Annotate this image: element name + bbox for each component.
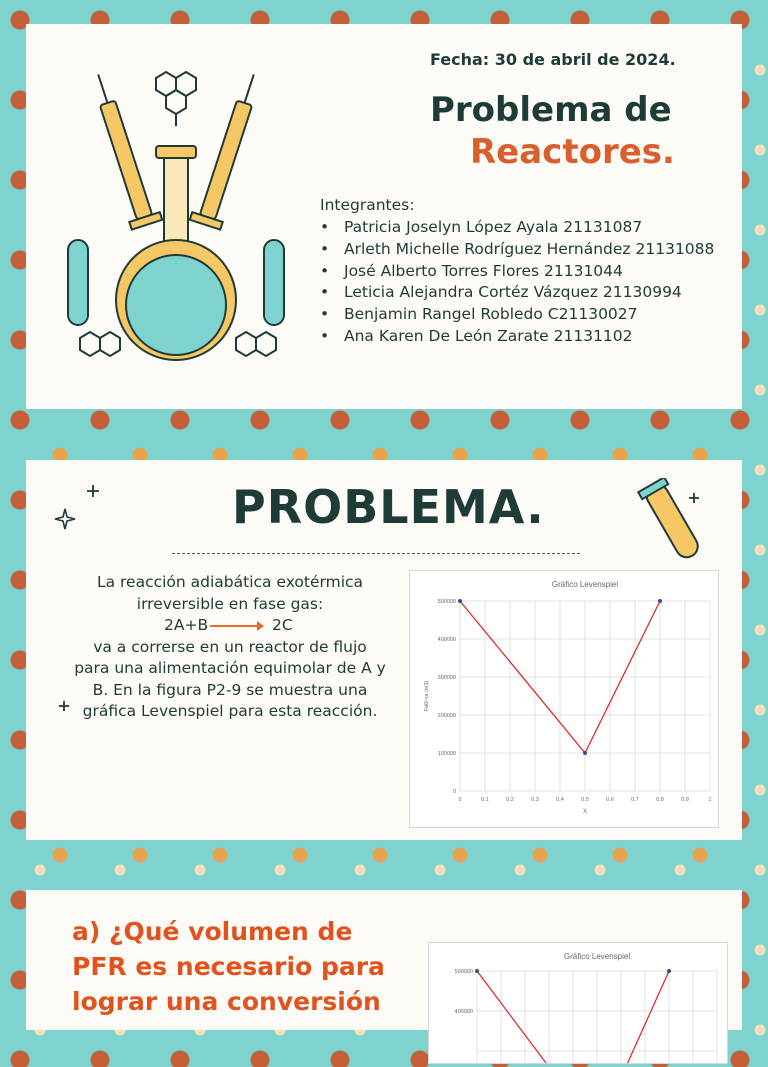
reactants: 2A+B bbox=[164, 616, 209, 634]
question-text bbox=[72, 914, 412, 1019]
x-tick-label: 1 bbox=[708, 797, 712, 803]
levenspiel-chart-small bbox=[428, 942, 728, 1064]
levenspiel-chart bbox=[409, 570, 719, 828]
chart-title: Gráfico Levenspiel bbox=[563, 952, 631, 961]
list-item: • Benjamin Rangel Robledo C21130027 bbox=[320, 304, 714, 326]
problem-statement bbox=[60, 572, 400, 723]
x-tick-label: 0.4 bbox=[556, 797, 564, 803]
list-item: • Ana Karen De León Zarate 21131102 bbox=[320, 326, 714, 348]
left-syringe-icon bbox=[83, 69, 162, 229]
y-axis-label: Fa0/-ra (m3) bbox=[424, 680, 430, 712]
sparkle-icon bbox=[54, 508, 76, 530]
test-tube-right-icon bbox=[264, 240, 284, 325]
statement-line: irreversible en fase gas: bbox=[136, 594, 324, 613]
chemistry-illustration bbox=[66, 60, 286, 370]
statement-line: para una alimentación equimolar de A y bbox=[74, 659, 386, 677]
data-point bbox=[583, 751, 587, 755]
plus-icon bbox=[688, 492, 700, 504]
data-point bbox=[667, 969, 671, 973]
x-tick-label: 0.9 bbox=[681, 797, 689, 803]
plus-icon bbox=[86, 484, 100, 498]
page-title-line2: Reactores. bbox=[470, 132, 675, 172]
reaction-arrow-icon bbox=[210, 625, 260, 627]
chart-canvas bbox=[410, 571, 718, 827]
statement-line: B. En la figura P2-9 se muestra una bbox=[92, 680, 368, 699]
cover-card bbox=[26, 24, 742, 409]
y-tick-label: 400000 bbox=[454, 1009, 473, 1015]
chart-canvas bbox=[429, 943, 727, 1063]
x-tick-label: 0 bbox=[458, 797, 462, 803]
list-item: • Patricia Joselyn López Ayala 21131087 bbox=[320, 217, 714, 239]
list-item: • Arleth Michelle Rodríguez Hernández 21131088 bbox=[320, 239, 714, 261]
y-tick-label: 100000 bbox=[437, 751, 456, 757]
question-line: a) ¿Qué volumen de bbox=[72, 917, 353, 946]
x-tick-label: 0.6 bbox=[606, 797, 614, 803]
members-heading: Integrantes: bbox=[320, 196, 415, 214]
y-tick-label: 0 bbox=[452, 789, 456, 795]
problem-card bbox=[26, 460, 742, 840]
x-tick-label: 0.3 bbox=[531, 797, 539, 803]
reaction-equation bbox=[60, 615, 400, 637]
section-title: PROBLEMA. bbox=[232, 480, 545, 534]
chart-title: Gráfico Levenspiel bbox=[551, 580, 619, 589]
date-label: Fecha: 30 de abril de 2024. bbox=[430, 50, 676, 69]
data-point bbox=[458, 599, 462, 603]
statement-line: gráfica Levenspiel para esta reacción. bbox=[82, 702, 378, 720]
data-point bbox=[475, 969, 479, 973]
y-tick-label: 500000 bbox=[437, 599, 456, 605]
x-tick-label: 0.5 bbox=[581, 797, 589, 803]
x-axis-label: X bbox=[582, 809, 588, 815]
right-syringe-icon bbox=[190, 69, 269, 229]
x-tick-label: 0.8 bbox=[656, 797, 664, 803]
y-tick-label: 400000 bbox=[437, 637, 456, 643]
data-point bbox=[658, 599, 662, 603]
products: 2C bbox=[272, 616, 293, 634]
statement-line: La reacción adiabática exotérmica bbox=[96, 573, 364, 591]
divider bbox=[172, 553, 580, 554]
x-tick-label: 0.1 bbox=[481, 797, 489, 803]
question-line: lograr una conversión bbox=[72, 987, 381, 1016]
statement-line: va a correrse en un reactor de flujo bbox=[93, 637, 367, 656]
members-list bbox=[320, 217, 714, 348]
x-tick-label: 0.7 bbox=[631, 797, 639, 803]
y-tick-label: 500000 bbox=[454, 969, 473, 975]
x-tick-label: 0.2 bbox=[506, 797, 514, 803]
question-line: PFR es necesario para bbox=[72, 952, 385, 981]
list-item: • Leticia Alejandra Cortéz Vázquez 21130994 bbox=[320, 282, 714, 304]
question-card bbox=[26, 890, 742, 1030]
y-tick-label: 300000 bbox=[437, 675, 456, 681]
page-title-line1: Problema de bbox=[430, 90, 672, 130]
test-tube-left-icon bbox=[68, 240, 88, 325]
hexagon-molecule-icon bbox=[156, 72, 196, 126]
list-item: • José Alberto Torres Flores 21131044 bbox=[320, 261, 714, 283]
y-tick-label: 200000 bbox=[437, 713, 456, 719]
